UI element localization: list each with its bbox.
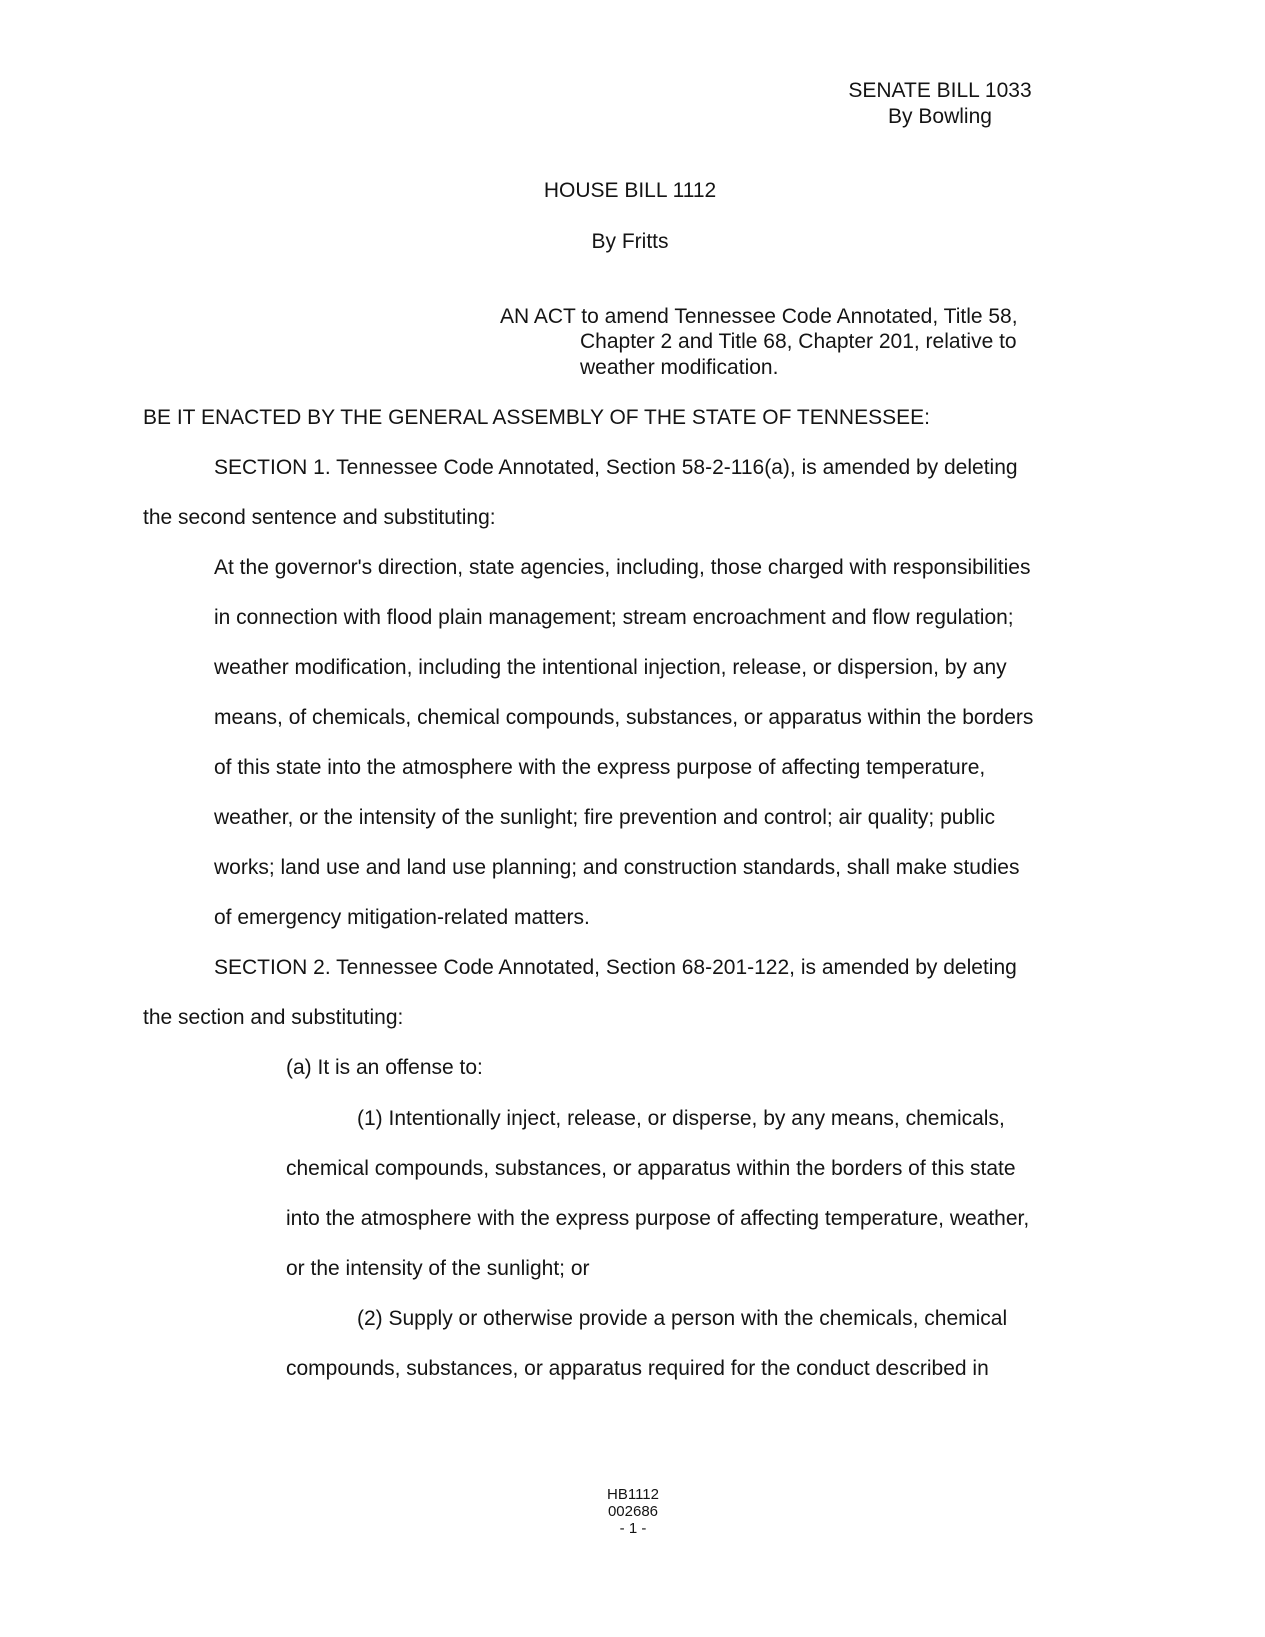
section-2-heading: SECTION 2. Tennessee Code Annotated, Section 68-201-122, is amended by deleting bbox=[214, 956, 1017, 979]
caption-line-1: AN ACT to amend Tennessee Code Annotated, Title 58, bbox=[500, 305, 1018, 328]
section-1-line-2: the second sentence and substituting: bbox=[143, 506, 496, 529]
house-bill-sponsor: By Fritts bbox=[591, 230, 669, 253]
section-1-quote-line: weather modification, including the intentional injection, release, or dispersion, by any bbox=[214, 656, 1007, 679]
section-1-quote-line: works; land use and land use planning; and construction standards, shall make studies bbox=[214, 856, 1020, 879]
section-1-quote-line: of this state into the atmosphere with the express purpose of affecting temperature, bbox=[214, 756, 986, 779]
caption-line-3: weather modification. bbox=[580, 356, 779, 379]
footer-doc-number: 002686 bbox=[607, 1503, 659, 1520]
section-1-quote-line: of emergency mitigation-related matters. bbox=[214, 906, 590, 929]
item-1-line: or the intensity of the sunlight; or bbox=[286, 1257, 590, 1280]
senate-bill-number: SENATE BILL 1033 bbox=[848, 79, 1032, 102]
senate-bill-sponsor: By Bowling bbox=[888, 105, 992, 128]
section-1-heading: SECTION 1. Tennessee Code Annotated, Section 58-2-116(a), is amended by deleting bbox=[214, 456, 1018, 479]
item-2-line: (2) Supply or otherwise provide a person with the chemicals, chemical bbox=[357, 1307, 1008, 1330]
section-1-quote-line: weather, or the intensity of the sunlight; fire prevention and control; air quality; public bbox=[214, 806, 995, 829]
subsection-a: (a) It is an offense to: bbox=[286, 1056, 483, 1079]
footer-page-number: - 1 - bbox=[619, 1520, 647, 1537]
item-1-line: chemical compounds, substances, or apparatus within the borders of this state bbox=[286, 1157, 1016, 1180]
section-2-line-2: the section and substituting: bbox=[143, 1006, 404, 1029]
footer-bill-id: HB1112 bbox=[607, 1486, 659, 1503]
section-1-quote-line: At the governor's direction, state agencies, including, those charged with responsibilities bbox=[214, 556, 1031, 579]
section-1-quote-line: means, of chemicals, chemical compounds, substances, or apparatus within the borders bbox=[214, 706, 1034, 729]
item-1-line: into the atmosphere with the express purpose of affecting temperature, weather, bbox=[286, 1207, 1030, 1230]
item-1-line: (1) Intentionally inject, release, or disperse, by any means, chemicals, bbox=[357, 1107, 1005, 1130]
enacting-clause: BE IT ENACTED BY THE GENERAL ASSEMBLY OF THE STATE OF TENNESSEE: bbox=[143, 406, 930, 429]
caption-line-2: Chapter 2 and Title 68, Chapter 201, relative to bbox=[580, 330, 1017, 353]
section-1-quote-line: in connection with flood plain management; stream encroachment and flow regulation; bbox=[214, 606, 1014, 629]
house-bill-number: HOUSE BILL 1112 bbox=[543, 179, 717, 202]
item-2-line: compounds, substances, or apparatus required for the conduct described in bbox=[286, 1357, 989, 1380]
